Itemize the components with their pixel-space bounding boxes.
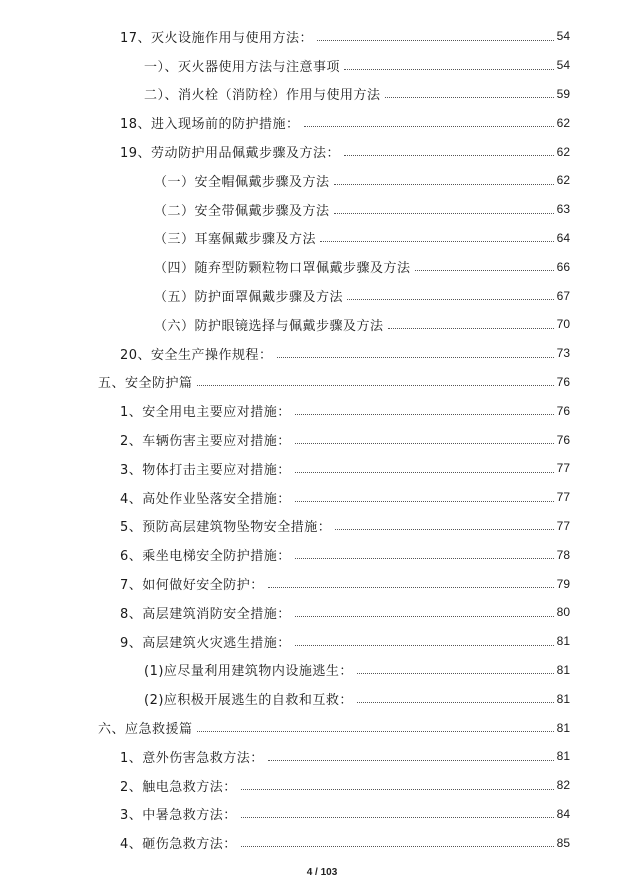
toc-dot-leader [320,241,554,242]
toc-entry-title: （三）耳塞佩戴步骤及方法 [154,232,317,248]
toc-entry[interactable] [0,540,644,569]
toc-entry-page-number: 78 [556,547,570,562]
toc-entry-title: 20、安全生产操作规程： [120,347,273,363]
toc-entry-title: 1、安全用电主要应对措施： [120,405,291,421]
toc-entry[interactable] [0,483,644,512]
toc-dot-leader [295,558,554,559]
toc-entry-title: 1、意外伤害急救方法： [120,750,264,766]
toc-dot-leader [344,155,554,156]
toc-entry-title: 18、进入现场前的防护措施： [120,117,300,133]
toc-dot-leader [334,184,554,185]
toc-dot-leader [317,40,554,41]
toc-entry-page-number: 66 [556,259,570,274]
toc-entry-title: (2)应积极开展逃生的自救和互救： [144,693,353,709]
toc-dot-leader [295,443,554,444]
toc-entry-page-number: 73 [556,346,570,361]
toc-entry[interactable] [0,742,644,771]
toc-dot-leader [268,760,554,761]
toc-entry[interactable] [0,771,644,800]
toc-entry-title: 2、车辆伤害主要应对措施： [120,434,291,450]
toc-entry[interactable] [0,598,644,627]
toc-entry[interactable] [0,108,644,137]
toc-entry[interactable] [0,252,644,281]
toc-entry-page-number: 63 [556,202,570,217]
toc-entry-title: （五）防护面罩佩戴步骤及方法 [154,290,344,306]
toc-dot-leader [295,616,554,617]
toc-entry-page-number: 77 [556,518,570,533]
toc-entry[interactable] [0,339,644,368]
toc-entry[interactable] [0,454,644,483]
toc-entry-title: 一）、灭火器使用方法与注意事项 [144,59,341,75]
toc-entry-title: （一）安全帽佩戴步骤及方法 [154,174,330,190]
toc-dot-leader [241,817,554,818]
toc-entry[interactable] [0,828,644,857]
toc-dot-leader [388,328,554,329]
toc-entry[interactable] [0,512,644,541]
toc-entry[interactable] [0,310,644,339]
toc-entry-title: 5、预防高层建筑物坠物安全措施： [120,520,332,536]
toc-entry-title: （六）防护眼镜选择与佩戴步骤及方法 [154,318,384,334]
toc-entry-title: 五、安全防护篇 [98,376,193,392]
toc-dot-leader [304,126,554,127]
toc-entry[interactable] [0,137,644,166]
toc-dot-leader [334,213,554,214]
toc-dot-leader [357,673,554,674]
toc-dot-leader [295,501,554,502]
toc-entry-title: 4、高处作业坠落安全措施： [120,491,291,507]
toc-entry[interactable] [0,22,644,51]
toc-entry-page-number: 82 [556,778,570,793]
toc-entry-page-number: 62 [556,144,570,159]
toc-entry-page-number: 62 [556,173,570,188]
toc-entry-title: （四）随弃型防颗粒物口罩佩戴步骤及方法 [154,261,411,277]
toc-entry[interactable] [0,800,644,829]
toc-entry-page-number: 79 [556,576,570,591]
toc-entry-page-number: 59 [556,86,570,101]
toc-entry[interactable] [0,166,644,195]
toc-entry[interactable] [0,684,644,713]
toc-dot-leader [295,645,554,646]
toc-entry[interactable] [0,80,644,109]
toc-entry[interactable] [0,224,644,253]
toc-dot-leader [385,97,554,98]
toc-dot-leader [241,789,554,790]
toc-entry-page-number: 76 [556,403,570,418]
toc-entry-page-number: 54 [556,29,570,44]
toc-entry-title: 17、灭火设施作用与使用方法： [120,30,314,46]
toc-entry-page-number: 77 [556,490,570,505]
toc-entry-title: 3、中暑急救方法： [120,808,237,824]
toc-entry-page-number: 62 [556,115,570,130]
toc-dot-leader [197,385,554,386]
toc-dot-leader [295,414,554,415]
toc-entry-page-number: 81 [556,749,570,764]
toc-dot-leader [197,731,554,732]
toc-dot-leader [295,472,554,473]
toc-dot-leader [241,846,554,847]
toc-entry[interactable] [0,51,644,80]
toc-entry[interactable] [0,368,644,397]
toc-dot-leader [277,357,554,358]
toc-entry-title: 4、砸伤急救方法： [120,837,237,853]
toc-entry[interactable] [0,569,644,598]
toc-entry-page-number: 54 [556,58,570,73]
toc-entry-title: 9、高层建筑火灾逃生措施： [120,635,291,651]
toc-entry-title: 六、应急救援篇 [98,722,193,738]
toc-entry-title: 2、触电急救方法： [120,779,237,795]
toc-entry[interactable] [0,656,644,685]
toc-entry-page-number: 85 [556,835,570,850]
toc-entry-page-number: 70 [556,317,570,332]
toc-entry-page-number: 67 [556,288,570,303]
toc-entry-title: 二）、消火栓（消防栓）作用与使用方法 [144,88,381,104]
toc-entry-page-number: 80 [556,605,570,620]
table-of-contents [0,22,644,857]
toc-dot-leader [344,69,554,70]
toc-dot-leader [357,702,554,703]
toc-entry-page-number: 81 [556,662,570,677]
toc-entry-page-number: 81 [556,691,570,706]
toc-entry-page-number: 76 [556,374,570,389]
toc-entry-title: 7、如何做好安全防护： [120,578,264,594]
toc-dot-leader [415,270,554,271]
toc-dot-leader [335,529,554,530]
toc-entry-title: 6、乘坐电梯安全防护措施： [120,549,291,565]
toc-entry-title: 3、物体打击主要应对措施： [120,462,291,478]
toc-entry-page-number: 81 [556,720,570,735]
toc-entry-page-number: 81 [556,634,570,649]
page-indicator: 4 / 103 [306,867,338,878]
toc-entry-page-number: 64 [556,230,570,245]
toc-entry-page-number: 77 [556,461,570,476]
toc-entry-title: （二）安全带佩戴步骤及方法 [154,203,330,219]
toc-entry[interactable] [0,281,644,310]
toc-entry-page-number: 84 [556,806,570,821]
toc-entry[interactable] [0,195,644,224]
toc-entry[interactable] [0,713,644,742]
toc-entry[interactable] [0,425,644,454]
toc-entry-title: 8、高层建筑消防安全措施： [120,606,291,622]
toc-entry[interactable] [0,396,644,425]
toc-dot-leader [347,299,554,300]
toc-dot-leader [268,587,554,588]
toc-entry-title: 19、劳动防护用品佩戴步骤及方法： [120,146,341,162]
toc-entry-page-number: 76 [556,432,570,447]
toc-entry[interactable] [0,627,644,656]
toc-entry-title: (1)应尽量利用建筑物内设施逃生： [144,664,353,680]
